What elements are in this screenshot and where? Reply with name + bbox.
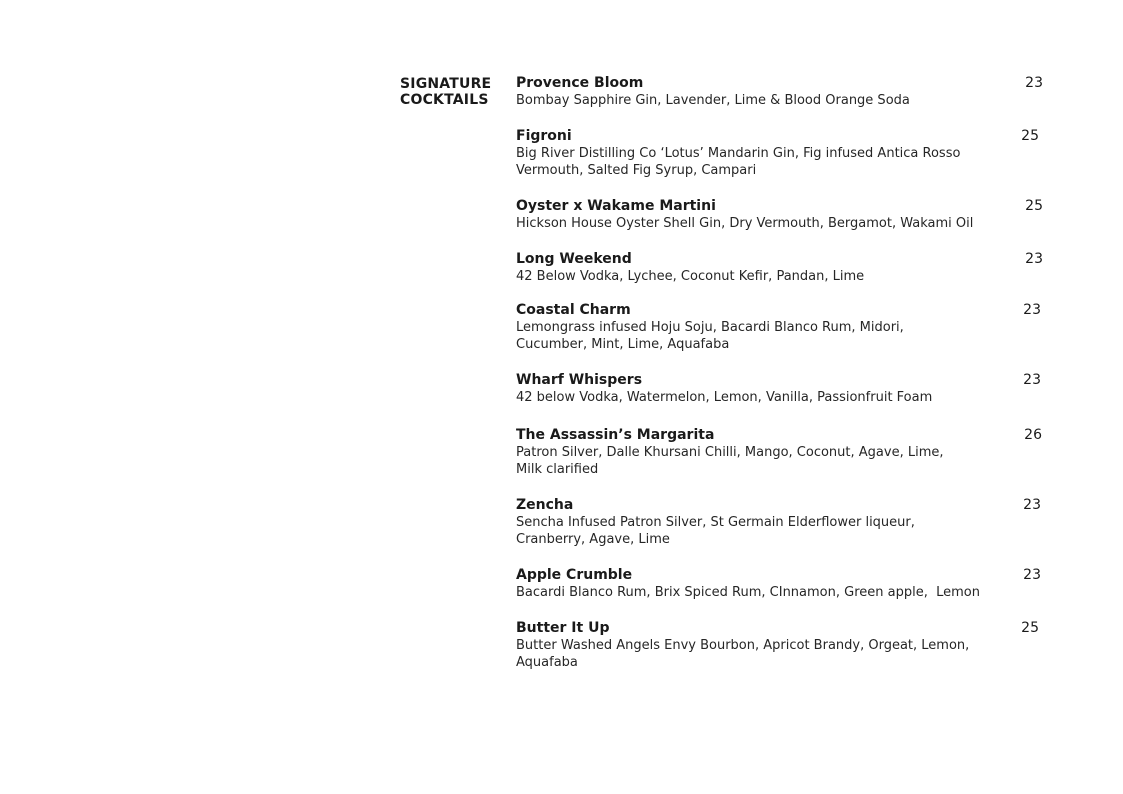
item-description: Bombay Sapphire Gin, Lavender, Lime & Blood Orange Soda — [516, 93, 910, 108]
item-description: Big River Distilling Co ‘Lotus’ Mandarin Gin, Fig infused Antica Rosso Vermouth, Salted Fig Syrup, Campari — [516, 146, 961, 178]
item-description: Patron Silver, Dalle Khursani Chilli, Mango, Coconut, Agave, Lime, Milk clarified — [516, 445, 944, 477]
item-name: Coastal Charm — [516, 302, 631, 318]
item-price: 23 — [1023, 567, 1041, 583]
menu-item-butter-it-up — [516, 620, 1046, 671]
item-description: 42 below Vodka, Watermelon, Lemon, Vanilla, Passionfruit Foam — [516, 390, 933, 405]
item-description: Butter Washed Angels Envy Bourbon, Apricot Brandy, Orgeat, Lemon, Aquafaba — [516, 638, 970, 670]
item-price: 23 — [1023, 302, 1041, 318]
item-name: The Assassin’s Margarita — [516, 427, 715, 443]
item-price: 23 — [1023, 497, 1041, 513]
section-title-line2: COCKTAILS — [400, 92, 489, 108]
item-description: 42 Below Vodka, Lychee, Coconut Kefir, Pandan, Lime — [516, 269, 865, 284]
item-name: Zencha — [516, 497, 574, 513]
menu-item-coastal-charm — [516, 302, 1046, 353]
item-price: 26 — [1024, 427, 1042, 443]
item-description: Lemongrass infused Hoju Soju, Bacardi Blanco Rum, Midori, Cucumber, Mint, Lime, Aquafaba — [516, 320, 904, 352]
item-price: 23 — [1025, 251, 1043, 267]
item-name: Butter It Up — [516, 620, 610, 636]
item-name: Wharf Whispers — [516, 372, 643, 388]
item-description: Sencha Infused Patron Silver, St Germain Elderflower liqueur, Cranberry, Agave, Lime — [516, 515, 915, 547]
menu-item-zencha — [516, 497, 1046, 548]
section-title-line1: SIGNATURE — [400, 76, 492, 92]
item-price: 23 — [1025, 75, 1043, 91]
item-price: 23 — [1023, 372, 1041, 388]
menu-item-assassins-margarita — [516, 427, 1046, 478]
item-price: 25 — [1021, 620, 1039, 636]
item-description: Hickson House Oyster Shell Gin, Dry Vermouth, Bergamot, Wakami Oil — [516, 216, 974, 231]
item-price: 25 — [1025, 198, 1043, 214]
item-name: Oyster x Wakame Martini — [516, 198, 716, 214]
item-name: Long Weekend — [516, 251, 632, 267]
menu-item-apple-crumble — [516, 567, 1046, 601]
menu-item-figroni — [516, 128, 1046, 179]
item-description: Bacardi Blanco Rum, Brix Spiced Rum, CInnamon, Green apple, Lemon — [516, 585, 980, 600]
item-price: 25 — [1021, 128, 1039, 144]
menu-item-wharf-whispers — [516, 372, 1046, 406]
item-name: Apple Crumble — [516, 567, 633, 583]
menu-item-oyster-wakame-martini — [516, 198, 1046, 232]
section-title — [400, 76, 491, 108]
menu-item-provence-bloom — [516, 75, 1046, 109]
item-name: Figroni — [516, 128, 572, 144]
item-name: Provence Bloom — [516, 75, 644, 91]
menu-item-long-weekend — [516, 251, 1046, 285]
